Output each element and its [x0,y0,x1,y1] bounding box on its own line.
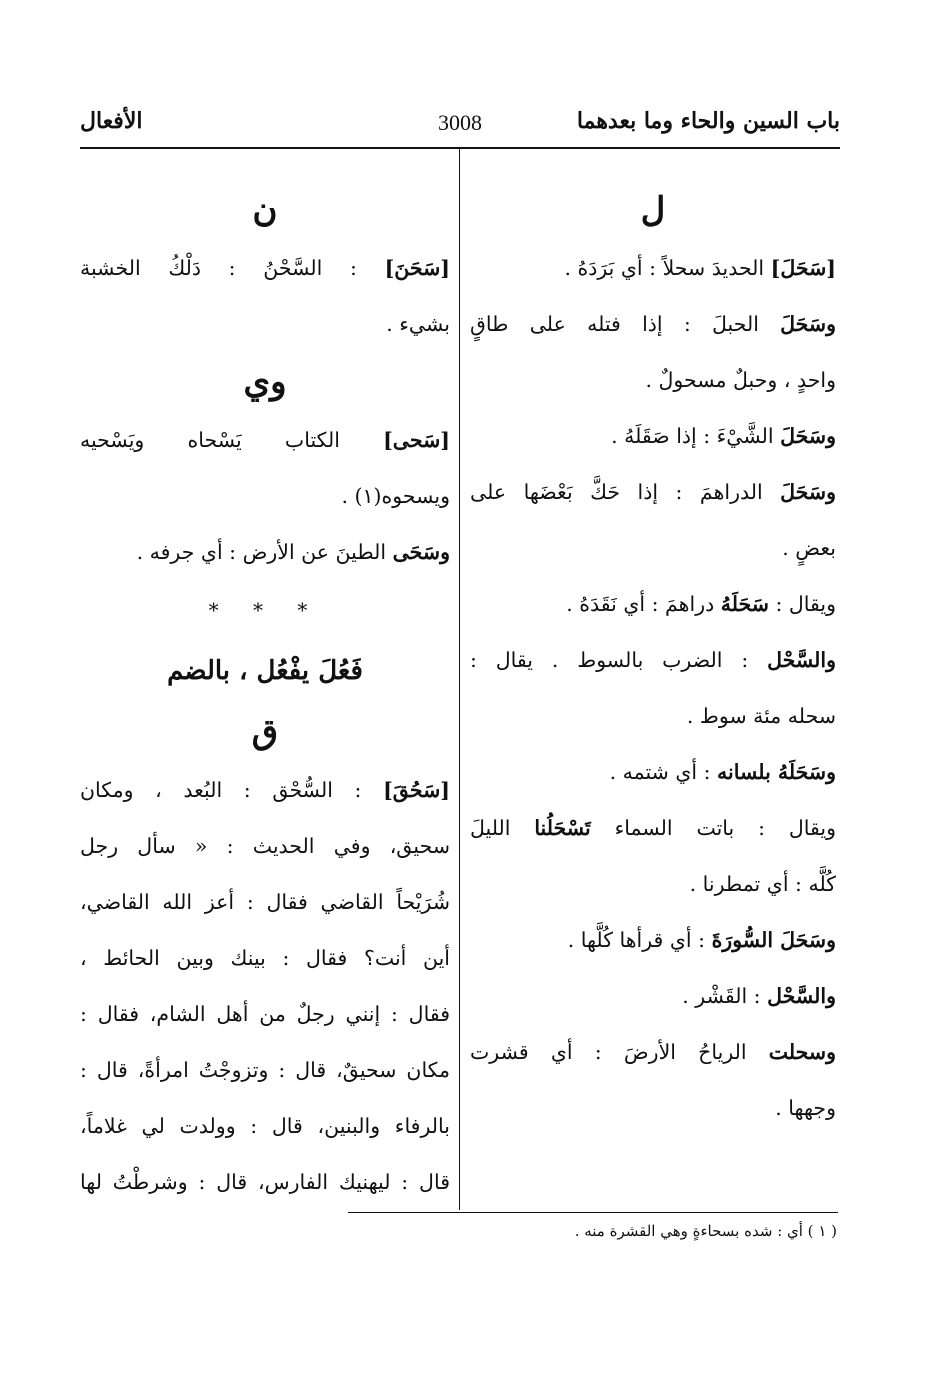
text-line [470,1024,836,1080]
line-text: : القَشْر . [682,984,768,1008]
chapter-title: باب السين والحاء وما بعدهما [576,108,840,134]
text-line [80,986,450,1042]
right-column [470,180,836,1136]
separator-stars: * * * [208,598,322,622]
text-line [470,744,836,800]
headword: [سَحَلَ] [770,256,836,280]
footnote-rule [348,1212,838,1213]
text-line [470,688,836,744]
text-line [470,968,836,1024]
line-text: بشيء . [386,312,450,336]
line-text: الدراهمَ : إذا حَكَّ بَعْضَها على [470,480,781,504]
text-line [470,296,836,352]
line-text: قال : ليهنيك الفارس، قال : وشرطْتُ لها [80,1170,450,1194]
headword: وسَحَلَ [780,312,836,336]
entry-letter-heading: ن [252,190,278,230]
text-line [80,818,450,874]
headword: وسَحَلَ [780,424,836,448]
headword: تَسْحَلُنا [534,816,591,840]
line-text: : أي شتمه . [609,760,718,784]
text-line [80,412,450,468]
headword: وسحلت [768,1040,836,1064]
line-text: أين أنت؟ فقال : بينك وبين الحائط ، [80,946,450,970]
text-line [470,352,836,408]
line-text: سحله مئة سوط . [686,704,836,728]
line-text: دراهمَ : أي نَقَدَهُ . [566,592,721,616]
line-text: بعضٍ . [782,536,836,560]
line-text: الطينَ عن الأرض : أي جرفه . [136,540,393,564]
headword: سَحَلَهُ [720,592,769,616]
line-text: واحدٍ ، وحبلٌ مسحولٌ . [645,368,836,392]
entry-letter-heading: وي [243,362,287,402]
entry-letter-heading: ق [251,712,279,752]
line-text: شُرَيْحاً القاضي فقال : أعز الله القاضي، [80,890,450,914]
line-text: الحديدَ سحلاً : أي بَرَدَهُ . [564,256,771,280]
text-line [470,856,836,912]
text-line [470,464,836,520]
left-column [80,180,450,1210]
text-line [80,1154,450,1210]
headword: وسَحَلَ [780,480,836,504]
text-line [80,468,450,524]
text-line [80,240,450,296]
section-title: الأفعال [80,108,143,134]
header-rule [80,147,840,149]
line-text: فقال : إنني رجلٌ من أهل الشام، فقال : [80,1002,450,1026]
page-number: 3008 [438,110,482,135]
text-line [470,1080,836,1136]
headword: [سَحُقَ] [383,778,450,802]
line-text: الحبلَ : إذا فتله على طاقٍ [470,312,781,336]
line-text: مكان سحيقٌ، قال : وتزوجْتُ امرأةً، قال : [80,1058,450,1082]
headword: وسَحَلَ السُّورَةَ [711,928,836,952]
text-line [470,520,836,576]
text-line [80,762,450,818]
line-text: سحيق، وفي الحديث : « سأل رجل [80,834,450,858]
headword: وسَحَى [392,540,450,564]
headword: والسَّحْل [767,648,836,672]
headword: وسَحَلَهُ بلسانه [717,760,836,784]
text-line [470,240,836,296]
line-text: : السَّحْنُ : دَلْكُ الخشبة [80,256,385,280]
text-line [80,930,450,986]
text-line [470,800,836,856]
line-text: : الضرب بالسوط . يقال : [470,648,768,672]
column-divider [459,147,460,1210]
line-text: الرياحُ الأرضَ : أي قشرت [470,1040,769,1064]
entry-letter-heading: ل [640,190,666,230]
text-line [470,632,836,688]
line-text: الشَّيْءَ : إذا صَقَلَهُ . [611,424,781,448]
text-line [470,408,836,464]
line-text: : أي قرأها كُلَّها . [567,928,712,952]
line-text: كُلَّه : أي تمطرنا . [689,872,836,896]
headword: والسَّحْل [767,984,836,1008]
headword: [سَحى] [383,428,450,452]
line-prefix: ويقال : [768,592,836,616]
line-text: بالرفاء والبنين، قال : وولدت لي غلاماً، [80,1114,450,1138]
section-heading: فَعُلَ يفْعُل ، بالضم [167,656,363,686]
text-line [80,524,450,580]
text-line [470,576,836,632]
page-header [80,108,840,142]
text-line [80,874,450,930]
text-line [80,1098,450,1154]
line-text: وجهها . [775,1096,836,1120]
line-text: الليلَ [470,816,535,840]
line-text: ويسحوه(١) . [341,484,450,508]
line-prefix: ويقال : باتت السماء [590,816,836,840]
text-line [80,1042,450,1098]
text-line [470,912,836,968]
text-line [80,296,450,352]
line-text: : السُّحْق : البُعد ، ومكان [80,778,384,802]
line-text: الكتاب يَسْحاه ويَسْحيه [80,428,384,452]
headword: [سَحَنَ] [384,256,450,280]
footnote: ( ١ ) أي : شده بسحاءةٍ وهي القشرة منه . [574,1222,837,1240]
